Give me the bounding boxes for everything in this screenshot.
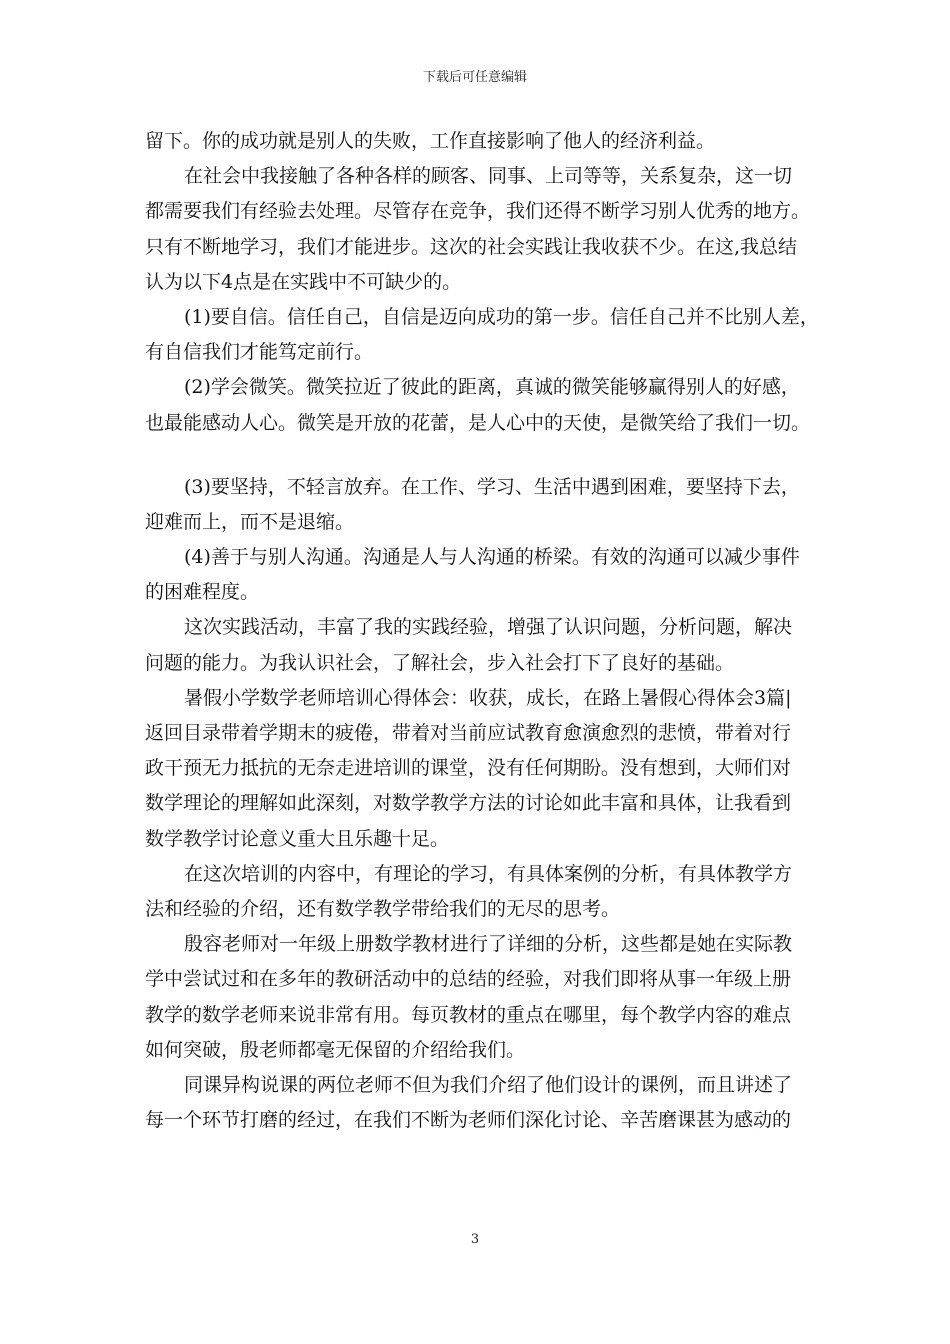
text-line: 都需要我们有经验去处理。尽管存在竞争，我们还得不断学习别人优秀的地方。 bbox=[145, 200, 811, 223]
text-line: 如何突破，殷老师都毫无保留的介绍给我们。 bbox=[145, 1038, 526, 1061]
text-line: 的困难程度。 bbox=[145, 581, 260, 604]
page-number: 3 bbox=[470, 1232, 480, 1247]
text-line: 数学教学讨论意义重大且乐趣十足。 bbox=[145, 827, 450, 850]
text-block-2 bbox=[145, 470, 815, 1139]
text-line: (3)要坚持，不轻言放弃。在工作、学习、生活中遇到困难，要坚持下去， bbox=[184, 475, 800, 498]
text-block-1 bbox=[145, 124, 819, 441]
text-line: 学中尝试过和在多年的教研活动中的总结的经验，对我们即将从事一年级上册 bbox=[145, 968, 792, 991]
text-line: 只有不断地学习，我们才能进步。这次的社会实践让我收获不少。在这,我总结 bbox=[145, 235, 798, 258]
text-line: 迎难而上，而不是退缩。 bbox=[145, 510, 355, 533]
page-header: 下载后可任意编辑 bbox=[422, 70, 527, 85]
text-line: (4)善于与别人沟通。沟通是人与人沟通的桥梁。有效的沟通可以减少事件 bbox=[184, 546, 800, 569]
text-line: 在社会中我接触了各种各样的顾客、同事、上司等等，关系复杂，这一切 bbox=[184, 165, 793, 188]
text-line: 殷容老师对一年级上册数学教材进行了详细的分析，这些都是她在实际教 bbox=[184, 933, 793, 956]
text-line: 每一个环节打磨的经过，在我们不断为老师们深化讨论、辛苦磨课甚为感动的 bbox=[145, 1109, 792, 1132]
text-line: 留下。你的成功就是别人的失败，工作直接影响了他人的经济利益。 bbox=[145, 130, 716, 152]
text-line: 法和经验的介绍，还有数学教学带给我们的无尽的思考。 bbox=[145, 897, 621, 920]
paragraph-gap bbox=[145, 441, 815, 470]
text-line: (2)学会微笑。微笑拉近了彼此的距离，真诚的微笑能够赢得别人的好感， bbox=[184, 376, 800, 399]
text-line: 认为以下4点是在实践中不可缺少的。 bbox=[145, 270, 462, 293]
text-line: 暑假小学数学老师培训心得体会：收获，成长，在路上暑假心得体会3篇| bbox=[184, 686, 792, 709]
document-body bbox=[145, 124, 819, 1138]
text-line: (1)要自信。信任自己，自信是迈向成功的第一步。信任自己并不比别人差， bbox=[184, 305, 819, 328]
text-line: 同课异构说课的两位老师不但为我们介绍了他们设计的课例，而且讲述了 bbox=[184, 1073, 793, 1096]
text-line: 这次实践活动，丰富了我的实践经验，增强了认识问题，分析问题，解决 bbox=[184, 616, 793, 639]
text-line: 有自信我们才能笃定前行。 bbox=[145, 341, 374, 364]
text-line: 数学理论的理解如此深刻，对数学教学方法的讨论如此丰富和具体，让我看到 bbox=[145, 792, 792, 815]
text-line: 返回目录带着学期末的疲倦，带着对当前应试教育愈演愈烈的悲愤，带着对行 bbox=[145, 722, 792, 744]
text-line: 问题的能力。为我认识社会，了解社会，步入社会打下了良好的基础。 bbox=[145, 651, 735, 674]
text-line: 教学的数学老师来说非常有用。每页教材的重点在哪里，每个教学内容的难点 bbox=[145, 1003, 792, 1026]
text-line: 政干预无力抵抗的无奈走进培训的课堂，没有任何期盼。没有想到，大师们对 bbox=[145, 757, 792, 780]
text-line: 也最能感动人心。微笑是开放的花蕾，是人心中的天使，是微笑给了我们一切。 bbox=[145, 411, 811, 434]
text-line: 在这次培训的内容中，有理论的学习，有具体案例的分析，有具体教学方 bbox=[184, 862, 793, 885]
